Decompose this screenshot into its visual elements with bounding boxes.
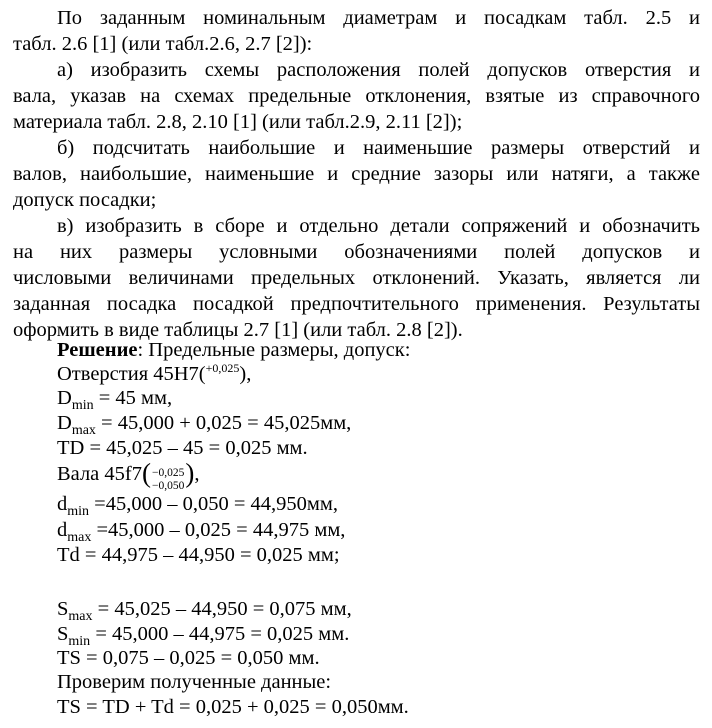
shaft-close: , xyxy=(194,463,200,485)
hole-fit-line xyxy=(57,361,251,387)
hole-close: ), xyxy=(239,363,252,385)
dmin-shaft-line xyxy=(57,491,338,517)
task-item-b-line-3: допуск посадки; xyxy=(13,189,157,211)
solution-heading-rest: : Предельные размеры, допуск: xyxy=(137,339,411,361)
shaft-paren-close: ) xyxy=(185,458,195,488)
smin-value: = 45,000 – 44,975 = 0,025 мм. xyxy=(90,623,350,645)
shaft-deviation-lower: −0,050 xyxy=(151,480,185,492)
dmin-hole-value: = 45 мм, xyxy=(93,387,173,409)
hole-label: Отверстия 45Н7( xyxy=(57,363,206,385)
dmin-hole-line xyxy=(57,385,172,411)
smin-line xyxy=(57,621,349,647)
solution-heading: Решение xyxy=(57,339,138,361)
task-item-c-line-2: на них размеры условными обозначениями полей допусков и xyxy=(13,241,700,263)
dmax-shaft-line xyxy=(57,517,345,543)
dmax-shaft-subscript: max xyxy=(67,530,92,545)
smax-subscript: max xyxy=(68,609,93,624)
dmin-hole-subscript: min xyxy=(71,398,94,413)
shaft-deviation-fraction xyxy=(152,467,184,493)
smax-line xyxy=(57,596,352,622)
dmax-hole-subscript: max xyxy=(71,423,96,438)
task-item-b-line-1: б) подсчитать наибольшие и наименьшие размеры отверстий и xyxy=(57,137,700,159)
check-line: Проверим полученные данные: xyxy=(57,671,332,693)
shaft-fit-line xyxy=(57,458,200,493)
solution-heading-line xyxy=(57,337,410,363)
final-check-line: TS = TD + Td = 0,025 + 0,025 = 0,050мм. xyxy=(57,696,409,718)
shaft-label: Вала 45f7 xyxy=(57,463,142,485)
dmax-shaft-symbol: d xyxy=(57,519,68,541)
td-hole-line: TD = 45,025 – 45 = 0,025 мм. xyxy=(57,437,308,459)
ts-line: TS = 0,075 – 0,025 = 0,050 мм. xyxy=(57,647,320,669)
dmax-hole-value: = 45,000 + 0,025 = 45,025мм, xyxy=(95,412,352,434)
task-item-c-line-3: числовыми величинами предельных отклонений. Указать, является ли xyxy=(13,267,700,289)
task-line-1: По заданным номинальным диаметрам и посадкам табл. 2.5 и xyxy=(57,7,700,29)
shaft-paren-open: ( xyxy=(141,458,151,488)
smin-symbol: S xyxy=(57,623,69,645)
task-item-c-line-5: оформить в виде таблицы 2.7 [1] (или табл. 2.8 [2]). xyxy=(13,319,463,341)
dmin-shaft-symbol: d xyxy=(57,493,68,515)
smax-value: = 45,025 – 44,950 = 0,075 мм, xyxy=(92,598,352,620)
smin-subscript: min xyxy=(68,634,91,649)
dmin-shaft-value: =45,000 – 0,050 = 44,950мм, xyxy=(89,493,338,515)
task-item-b-line-2: валов, наибольшие, наименьшие и средние зазоры или натяги, а также xyxy=(13,163,700,185)
task-item-c-line-1: в) изобразить в сборе и отдельно детали сопряжений и обозначить xyxy=(57,215,700,237)
task-line-2: табл. 2.6 [1] (или табл.2.6, 2.7 [2]): xyxy=(13,33,313,55)
smax-symbol: S xyxy=(57,598,69,620)
dmin-shaft-subscript: min xyxy=(67,504,90,519)
td-shaft-line: Td = 44,975 – 44,950 = 0,025 мм; xyxy=(57,544,340,566)
dmax-shaft-value: =45,000 – 0,025 = 44,975 мм, xyxy=(91,519,346,541)
shaft-deviation-upper: −0,025 xyxy=(151,467,185,479)
task-item-a-line-3: материала табл. 2.8, 2.10 [1] (или табл.2.9, 2.11 [2]); xyxy=(13,111,463,133)
dmax-hole-symbol: D xyxy=(57,412,72,434)
dmin-hole-symbol: D xyxy=(57,387,72,409)
task-item-c-line-4: заданная посадка посадкой предпочтительного применения. Результаты xyxy=(13,293,700,315)
hole-deviation: +0,025 xyxy=(205,361,240,375)
task-item-a-line-1: а) изобразить схемы расположения полей допусков отверстия и xyxy=(57,59,700,81)
dmax-hole-line xyxy=(57,410,351,436)
task-item-a-line-2: вала, указав на схемах предельные отклонения, взятые из справочного xyxy=(13,85,700,107)
